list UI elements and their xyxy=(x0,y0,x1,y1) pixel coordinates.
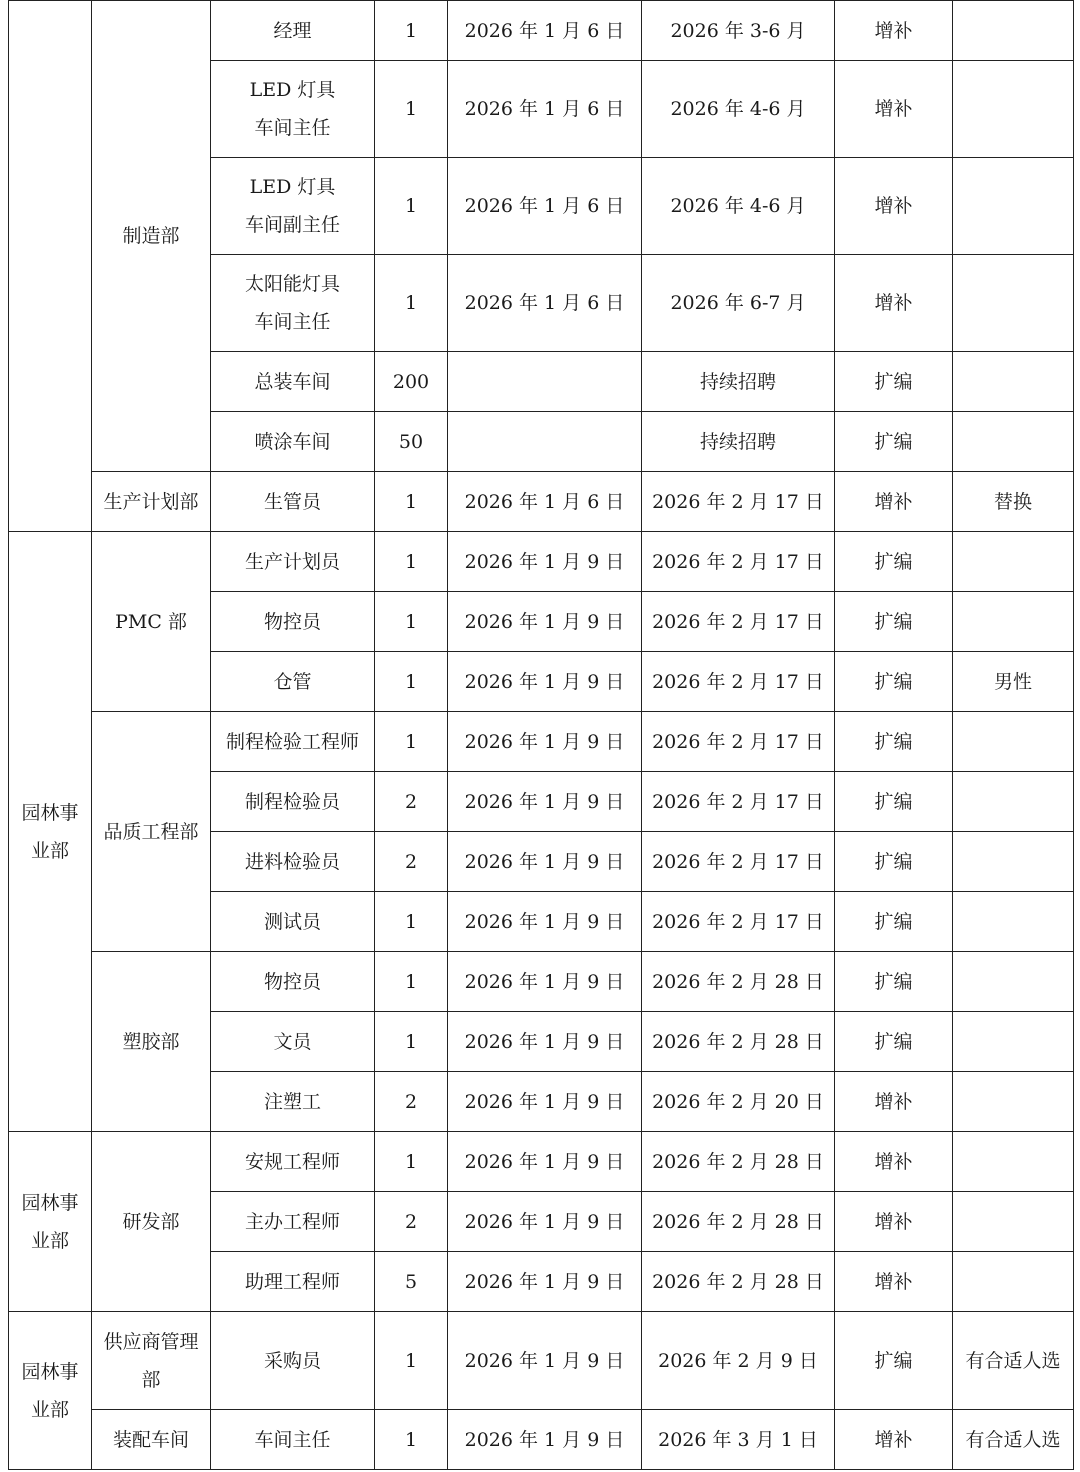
count-cell: 1 xyxy=(375,472,448,532)
position-cell: 主办工程师 xyxy=(211,1192,375,1252)
group-cell: 园林事 业部 xyxy=(9,1312,92,1470)
count-cell: 200 xyxy=(375,352,448,412)
note-cell xyxy=(953,61,1074,158)
group-cell: 园林事 业部 xyxy=(9,532,92,1132)
type-cell: 扩编 xyxy=(835,772,953,832)
type-cell: 扩编 xyxy=(835,532,953,592)
date-cell: 2026 年 1 月 6 日 xyxy=(448,255,642,352)
count-cell: 2 xyxy=(375,772,448,832)
date-cell: 2026 年 1 月 9 日 xyxy=(448,1132,642,1192)
deadline-cell: 2026 年 2 月 17 日 xyxy=(642,472,835,532)
note-cell xyxy=(953,158,1074,255)
note-cell xyxy=(953,832,1074,892)
note-cell: 替换 xyxy=(953,472,1074,532)
type-cell: 增补 xyxy=(835,158,953,255)
deadline-cell: 2026 年 2 月 17 日 xyxy=(642,832,835,892)
count-cell: 1 xyxy=(375,1,448,61)
table-row xyxy=(9,1312,1074,1410)
position-cell: 经理 xyxy=(211,1,375,61)
note-cell xyxy=(953,1,1074,61)
type-cell: 增补 xyxy=(835,1132,953,1192)
group-cell-empty xyxy=(9,1,92,532)
deadline-cell: 2026 年 2 月 28 日 xyxy=(642,1252,835,1312)
deadline-cell: 2026 年 3 月 1 日 xyxy=(642,1410,835,1470)
deadline-cell: 2026 年 2 月 17 日 xyxy=(642,592,835,652)
type-cell: 增补 xyxy=(835,1,953,61)
date-cell: 2026 年 1 月 9 日 xyxy=(448,952,642,1012)
recruitment-table xyxy=(8,0,1074,1470)
type-cell: 增补 xyxy=(835,1410,953,1470)
count-cell: 1 xyxy=(375,952,448,1012)
deadline-cell: 2026 年 3-6 月 xyxy=(642,1,835,61)
date-cell: 2026 年 1 月 9 日 xyxy=(448,1072,642,1132)
department-cell: 制造部 xyxy=(92,1,211,472)
position-cell: 太阳能灯具 车间主任 xyxy=(211,255,375,352)
position-cell: 喷涂车间 xyxy=(211,412,375,472)
count-cell: 1 xyxy=(375,532,448,592)
note-cell xyxy=(953,1012,1074,1072)
count-cell: 1 xyxy=(375,712,448,772)
deadline-cell: 持续招聘 xyxy=(642,412,835,472)
note-cell xyxy=(953,772,1074,832)
department-cell: PMC 部 xyxy=(92,532,211,712)
date-cell: 2026 年 1 月 9 日 xyxy=(448,832,642,892)
date-cell: 2026 年 1 月 9 日 xyxy=(448,1012,642,1072)
date-cell: 2026 年 1 月 9 日 xyxy=(448,1410,642,1470)
date-cell xyxy=(448,412,642,472)
table-row xyxy=(9,532,1074,592)
position-cell: 总装车间 xyxy=(211,352,375,412)
position-cell: 物控员 xyxy=(211,952,375,1012)
position-cell: 生管员 xyxy=(211,472,375,532)
department-cell: 塑胶部 xyxy=(92,952,211,1132)
deadline-cell: 2026 年 2 月 9 日 xyxy=(642,1312,835,1410)
deadline-cell: 2026 年 4-6 月 xyxy=(642,61,835,158)
note-cell xyxy=(953,1132,1074,1192)
deadline-cell: 2026 年 2 月 28 日 xyxy=(642,1012,835,1072)
department-cell: 研发部 xyxy=(92,1132,211,1312)
count-cell: 2 xyxy=(375,1072,448,1132)
date-cell: 2026 年 1 月 6 日 xyxy=(448,1,642,61)
position-cell: 生产计划员 xyxy=(211,532,375,592)
note-cell xyxy=(953,892,1074,952)
deadline-cell: 2026 年 2 月 17 日 xyxy=(642,892,835,952)
type-cell: 扩编 xyxy=(835,1312,953,1410)
type-cell: 扩编 xyxy=(835,352,953,412)
note-cell xyxy=(953,532,1074,592)
type-cell: 增补 xyxy=(835,1072,953,1132)
department-cell: 供应商管理 部 xyxy=(92,1312,211,1410)
deadline-cell: 持续招聘 xyxy=(642,352,835,412)
note-cell xyxy=(953,352,1074,412)
type-cell: 扩编 xyxy=(835,952,953,1012)
count-cell: 2 xyxy=(375,1192,448,1252)
count-cell: 50 xyxy=(375,412,448,472)
count-cell: 1 xyxy=(375,1410,448,1470)
type-cell: 扩编 xyxy=(835,892,953,952)
table-row xyxy=(9,952,1074,1012)
date-cell: 2026 年 1 月 6 日 xyxy=(448,61,642,158)
note-cell: 有合适人选 xyxy=(953,1312,1074,1410)
position-cell: 安规工程师 xyxy=(211,1132,375,1192)
note-cell xyxy=(953,592,1074,652)
count-cell: 5 xyxy=(375,1252,448,1312)
type-cell: 增补 xyxy=(835,255,953,352)
table-row xyxy=(9,1410,1074,1470)
date-cell: 2026 年 1 月 9 日 xyxy=(448,772,642,832)
count-cell: 1 xyxy=(375,255,448,352)
deadline-cell: 2026 年 2 月 17 日 xyxy=(642,712,835,772)
count-cell: 1 xyxy=(375,652,448,712)
position-cell: 采购员 xyxy=(211,1312,375,1410)
note-cell xyxy=(953,412,1074,472)
department-cell: 生产计划部 xyxy=(92,472,211,532)
position-cell: 车间主任 xyxy=(211,1410,375,1470)
department-cell: 品质工程部 xyxy=(92,712,211,952)
note-cell: 男性 xyxy=(953,652,1074,712)
deadline-cell: 2026 年 2 月 28 日 xyxy=(642,952,835,1012)
date-cell: 2026 年 1 月 9 日 xyxy=(448,712,642,772)
table-row xyxy=(9,472,1074,532)
note-cell xyxy=(953,952,1074,1012)
group-cell: 园林事 业部 xyxy=(9,1132,92,1312)
position-cell: 进料检验员 xyxy=(211,832,375,892)
type-cell: 扩编 xyxy=(835,652,953,712)
count-cell: 1 xyxy=(375,1312,448,1410)
position-cell: 物控员 xyxy=(211,592,375,652)
note-cell xyxy=(953,255,1074,352)
type-cell: 增补 xyxy=(835,472,953,532)
date-cell xyxy=(448,352,642,412)
note-cell xyxy=(953,1192,1074,1252)
note-cell xyxy=(953,1072,1074,1132)
count-cell: 1 xyxy=(375,1132,448,1192)
count-cell: 2 xyxy=(375,832,448,892)
type-cell: 扩编 xyxy=(835,832,953,892)
type-cell: 增补 xyxy=(835,1192,953,1252)
deadline-cell: 2026 年 2 月 17 日 xyxy=(642,772,835,832)
position-cell: 制程检验员 xyxy=(211,772,375,832)
position-cell: 注塑工 xyxy=(211,1072,375,1132)
table-row xyxy=(9,1132,1074,1192)
deadline-cell: 2026 年 2 月 17 日 xyxy=(642,532,835,592)
date-cell: 2026 年 1 月 9 日 xyxy=(448,1252,642,1312)
date-cell: 2026 年 1 月 9 日 xyxy=(448,1312,642,1410)
type-cell: 扩编 xyxy=(835,712,953,772)
type-cell: 扩编 xyxy=(835,412,953,472)
deadline-cell: 2026 年 6-7 月 xyxy=(642,255,835,352)
position-cell: 仓管 xyxy=(211,652,375,712)
table-row xyxy=(9,712,1074,772)
count-cell: 1 xyxy=(375,158,448,255)
note-cell xyxy=(953,712,1074,772)
position-cell: 文员 xyxy=(211,1012,375,1072)
deadline-cell: 2026 年 2 月 28 日 xyxy=(642,1132,835,1192)
date-cell: 2026 年 1 月 9 日 xyxy=(448,592,642,652)
table-row xyxy=(9,1,1074,61)
deadline-cell: 2026 年 4-6 月 xyxy=(642,158,835,255)
department-cell: 装配车间 xyxy=(92,1410,211,1470)
position-cell: 制程检验工程师 xyxy=(211,712,375,772)
date-cell: 2026 年 1 月 9 日 xyxy=(448,1192,642,1252)
date-cell: 2026 年 1 月 6 日 xyxy=(448,472,642,532)
position-cell: 助理工程师 xyxy=(211,1252,375,1312)
position-cell: LED 灯具 车间主任 xyxy=(211,61,375,158)
note-cell: 有合适人选 xyxy=(953,1410,1074,1470)
note-cell xyxy=(953,1252,1074,1312)
date-cell: 2026 年 1 月 6 日 xyxy=(448,158,642,255)
type-cell: 增补 xyxy=(835,1252,953,1312)
deadline-cell: 2026 年 2 月 17 日 xyxy=(642,652,835,712)
date-cell: 2026 年 1 月 9 日 xyxy=(448,652,642,712)
position-cell: 测试员 xyxy=(211,892,375,952)
deadline-cell: 2026 年 2 月 20 日 xyxy=(642,1072,835,1132)
count-cell: 1 xyxy=(375,892,448,952)
count-cell: 1 xyxy=(375,61,448,158)
type-cell: 扩编 xyxy=(835,1012,953,1072)
deadline-cell: 2026 年 2 月 28 日 xyxy=(642,1192,835,1252)
date-cell: 2026 年 1 月 9 日 xyxy=(448,892,642,952)
count-cell: 1 xyxy=(375,592,448,652)
type-cell: 增补 xyxy=(835,61,953,158)
date-cell: 2026 年 1 月 9 日 xyxy=(448,532,642,592)
count-cell: 1 xyxy=(375,1012,448,1072)
type-cell: 扩编 xyxy=(835,592,953,652)
position-cell: LED 灯具 车间副主任 xyxy=(211,158,375,255)
